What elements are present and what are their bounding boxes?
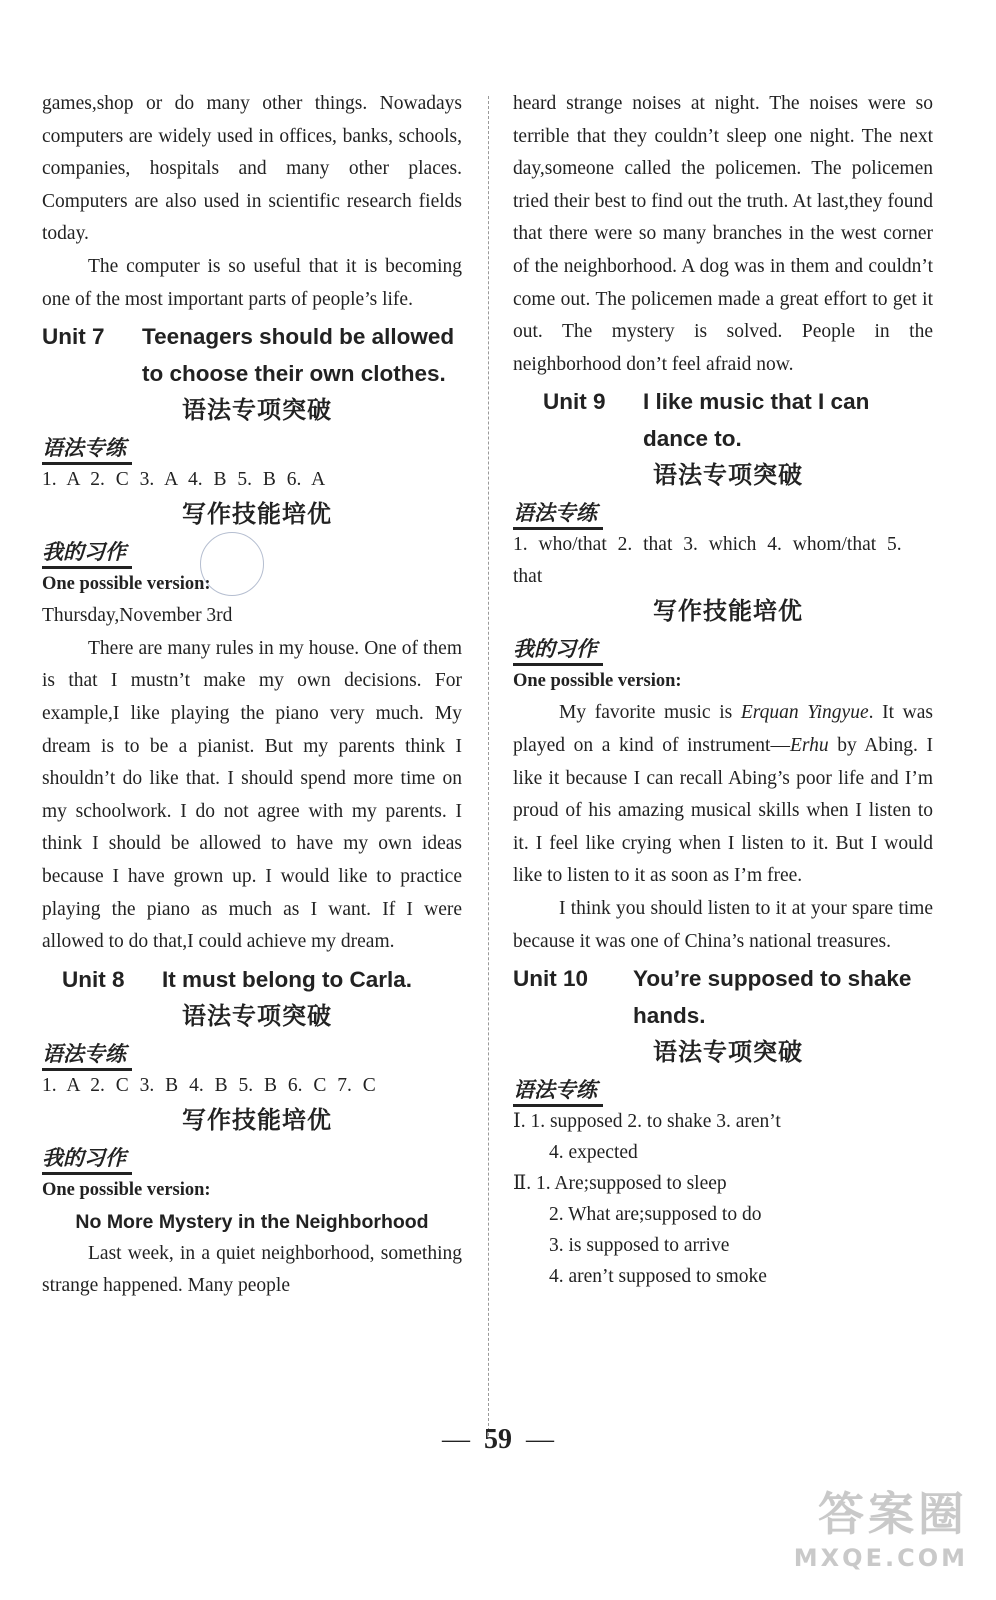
unit7-label: Unit <box>42 324 86 350</box>
unit8-number: 8 <box>112 966 125 992</box>
unit8-label: Unit <box>62 966 106 992</box>
unit10-grammar-heading: 语法专项突破 <box>653 1038 803 1067</box>
unit7-essay: There are many rules in my house. One of them is that I mustn’t make my own decisions. For example,I like playing the piano very much. My dream is to be a pianist. But my parents think I shouldn’t do like that. I should spend more time on my schoolwork. I do not agree with my parents. I think I should be allowed to have my own ideas because I have grown up. I would like to practice playing the piano as much as I want. If I were allowed to do that,I could achieve my dream. <box>42 637 462 953</box>
unit10-part1-line2: 4. expected <box>549 1142 638 1164</box>
unit8-grammar-heading: 语法专项突破 <box>182 1001 332 1030</box>
unit7-drill-label: 语法专练 <box>42 434 132 465</box>
unit10-part2-line2: 2. What are;supposed to do <box>549 1204 762 1226</box>
unit8-answers: 1. A 2. C 3. B 4. B 5. B 6. C 7. C <box>42 1074 376 1096</box>
unit10-number: 10 <box>563 966 589 992</box>
watermark-url: MXQE.COM <box>793 1544 968 1572</box>
unit9-writing-heading: 写作技能培优 <box>653 597 803 626</box>
unit8-title-text: It must belong to Carla. <box>162 966 413 992</box>
page-number-value: 59 <box>484 1424 512 1455</box>
watermark <box>794 1478 968 1572</box>
unit9-answers: 1. who/that 2. that 3. which 4. whom/that 5. that <box>513 534 902 588</box>
unit10-part2-line3: 3. is supposed to arrive <box>549 1235 730 1257</box>
unit7-title-text: Teenagers should be allowed to choose their own clothes. <box>142 324 455 387</box>
unit7-answers: 1. A 2. C 3. A 4. B 5. B 6. A <box>42 469 326 491</box>
unit7-my-writing-label: 我的习作 <box>42 538 132 569</box>
stamp-seal <box>200 532 264 596</box>
unit7-grammar-heading: 语法专项突破 <box>182 396 332 425</box>
unit9-grammar-heading: 语法专项突破 <box>653 461 803 490</box>
intro-paragraph-1: games,shop or do many other things. Nowadays computers are widely used in offices, banks, schools, companies, hospitals and many other places. Computers are also used in scientific research fields today. <box>42 93 462 245</box>
unit9-title <box>513 383 933 457</box>
unit10-drill-label: 语法专练 <box>513 1076 603 1107</box>
unit8-my-writing-label: 我的习作 <box>42 1144 132 1175</box>
unit9-title-text: I like music that I can dance to. <box>643 389 870 452</box>
unit8-essay-title: No More Mystery in the Neighborhood <box>75 1210 429 1233</box>
unit9-drill-label: 语法专练 <box>513 499 603 530</box>
unit9-version-label: One possible version: <box>513 671 682 692</box>
unit10-title <box>513 960 933 1034</box>
unit8-writing-heading: 写作技能培优 <box>182 1105 332 1134</box>
unit10-title-text: You’re supposed to shake hands. <box>633 966 912 1029</box>
right-column <box>513 88 933 1292</box>
unit10-part2-line1: Ⅱ. 1. Are;supposed to sleep <box>513 1173 727 1195</box>
column-divider <box>488 96 489 1436</box>
left-column <box>42 88 462 1303</box>
watermark-logo: 答案圈 <box>818 1487 968 1541</box>
unit9-label: Unit <box>543 389 587 415</box>
unit10-label: Unit <box>513 966 557 992</box>
unit7-number: 7 <box>92 324 105 350</box>
unit8-title <box>42 961 462 998</box>
unit9-my-writing-label: 我的习作 <box>513 635 603 666</box>
unit8-essay-continued: heard strange noises at night. The noises were so terrible that they couldn’t sleep one night. The next day,someone called the policemen. The policemen tried their best to find out the truth. At last,they found that there were so many branches in the west corner of the neighborhood. A dog was in them and couldn’t come out. The policemen made a great effort to get it out. The mystery is solved. People in the neighborhood don’t feel afraid now. <box>513 93 933 375</box>
unit9-essay-paragraph-1: My favorite music is Erquan Yingyue. It was played on a kind of instrument—Erhu by Abing. I like it because I can recall Abing’s poor life and I’m proud of his amazing musical skills when I listen to it. I feel like crying when I listen to it. But I would like to listen to it as soon as I’m free. <box>513 702 933 887</box>
page-number: — 59 — <box>442 1424 554 1455</box>
unit9-number: 9 <box>593 389 606 415</box>
unit8-essay-start: Last week, in a quiet neighborhood, something strange happened. Many people <box>42 1242 462 1297</box>
unit7-writing-heading: 写作技能培优 <box>182 500 332 529</box>
unit8-drill-label: 语法专练 <box>42 1040 132 1071</box>
unit7-date: Thursday,November 3rd <box>42 605 233 627</box>
unit10-answers <box>513 1106 933 1292</box>
unit8-version-label: One possible version: <box>42 1179 211 1200</box>
intro-paragraph-2: The computer is so useful that it is becoming one of the most important parts of people’s life. <box>42 255 462 310</box>
unit9-essay-paragraph-2: I think you should listen to it at your spare time because it was one of China’s national treasures. <box>513 897 933 952</box>
unit7-title <box>42 318 462 392</box>
unit10-part1-line1: Ⅰ. 1. supposed 2. to shake 3. aren’t <box>513 1111 781 1133</box>
unit10-part2-line4: 4. aren’t supposed to smoke <box>549 1266 767 1288</box>
unit7-version-label: One possible version: <box>42 574 211 595</box>
